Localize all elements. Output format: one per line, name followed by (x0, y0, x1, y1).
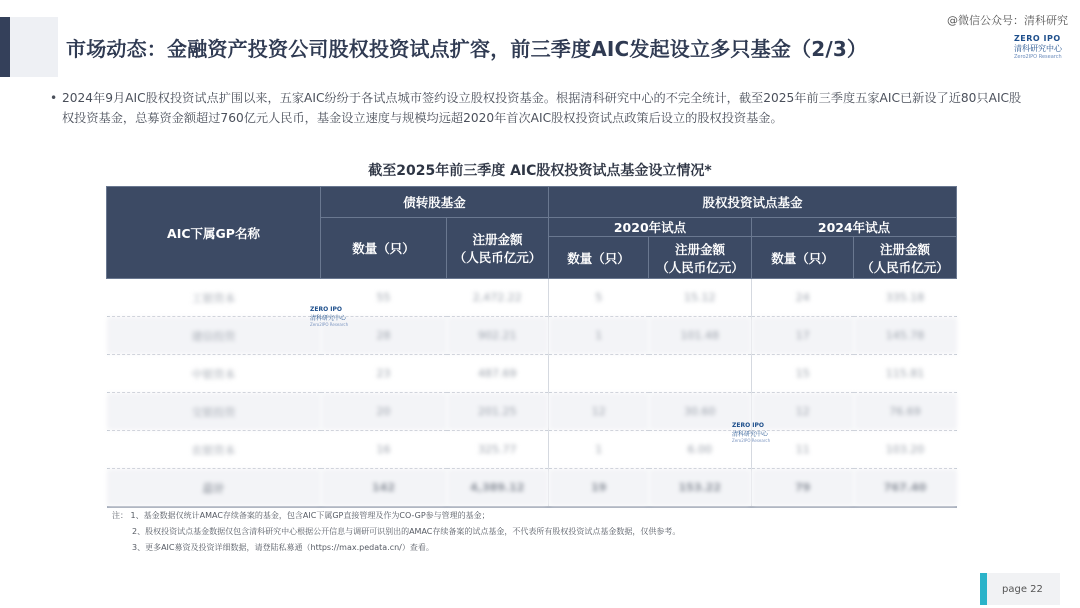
cell-name: 工银资本 (107, 279, 321, 317)
table-row (107, 317, 957, 355)
cell-amount-2024: 76.69 (854, 393, 957, 431)
header-amount-debt (447, 218, 549, 279)
cell-count-2024: 11 (752, 431, 854, 469)
cell-amount-2024: 767.40 (854, 469, 957, 508)
cell-amount-2020: 101.48 (649, 317, 752, 355)
header-count-2024: 数量（只） (752, 237, 854, 279)
cell-amount-2020: 153.22 (649, 469, 752, 508)
cell-amount-debt: 201.25 (447, 393, 549, 431)
cell-count-debt: 28 (321, 317, 447, 355)
note-label: 注： (112, 511, 128, 520)
note-1-text: 1、基金数据仅统计AMAC存续备案的基金，包含AIC下属GP直接管理及作为CO-GP参与管理的基金； (130, 511, 490, 520)
cell-name: 农银资本 (107, 431, 321, 469)
cell-count-2020: 12 (549, 393, 649, 431)
cell-count-2020: 1 (549, 431, 649, 469)
header-pilot-2024: 2024年试点 (752, 218, 957, 237)
header-amount-debt-l1: 注册金额 (472, 232, 523, 247)
header-amount-2024 (854, 237, 957, 279)
logo-line3: Zero2IPO Research (1014, 54, 1062, 60)
cell-amount-2020: 15.12 (649, 279, 752, 317)
zero2ipo-logo (1014, 34, 1064, 64)
page-number: page 22 (1002, 584, 1043, 595)
cell-count-2024: 17 (752, 317, 854, 355)
header-debt-fund: 债转股基金 (321, 187, 549, 218)
header-count-debt: 数量（只） (321, 218, 447, 279)
table-row (107, 355, 957, 393)
cell-amount-2024: 103.20 (854, 431, 957, 469)
cell-count-2020: 5 (549, 279, 649, 317)
cell-name: 中银资本 (107, 355, 321, 393)
title-accent-bar (0, 17, 10, 77)
footnotes (112, 508, 680, 556)
cell-count-2020 (549, 355, 649, 393)
cell-count-debt: 55 (321, 279, 447, 317)
note-2: 2、股权投资试点基金数据仅包含清科研究中心根据公开信息与调研可识别出的AMAC存续备案的试点基金，不代表所有股权投资试点基金数据，仅供参考。 (132, 527, 681, 536)
cell-amount-2024: 115.81 (854, 355, 957, 393)
wm-logo-line1: ZERO IPO (310, 306, 342, 313)
cell-name: 建信投资 (107, 317, 321, 355)
bullet-marker: • (50, 91, 58, 105)
header-amount-2020-l1: 注册金额 (675, 241, 726, 257)
cell-name: 总计 (107, 469, 321, 508)
cell-amount-debt: 902.21 (447, 317, 549, 355)
bullet-paragraph (50, 88, 1022, 128)
cell-count-debt: 142 (321, 469, 447, 508)
table-row (107, 393, 957, 431)
cell-count-2024: 12 (752, 393, 854, 431)
header-pilot-2020: 2020年试点 (549, 218, 752, 237)
wm-logo-line1: ZERO IPO (732, 422, 764, 429)
cell-count-2024: 24 (752, 279, 854, 317)
cell-count-debt: 20 (321, 393, 447, 431)
cell-amount-debt: 325.77 (447, 431, 549, 469)
cell-count-debt: 23 (321, 355, 447, 393)
logo-line2: 清科研究中心 (1014, 44, 1062, 53)
fund-table (106, 186, 957, 508)
cell-amount-2020 (649, 355, 752, 393)
cell-count-2024: 79 (752, 469, 854, 508)
wm-logo-line3: Zero2IPO Research (732, 438, 771, 443)
table-row (107, 431, 957, 469)
cell-count-debt: 16 (321, 431, 447, 469)
cell-amount-2024: 145.78 (854, 317, 957, 355)
cell-amount-debt: 487.69 (447, 355, 549, 393)
table-row (107, 279, 957, 317)
wm-logo-line2: 清科研究中心 (732, 431, 769, 438)
cell-amount-2024: 335.18 (854, 279, 957, 317)
header-amount-2020-l2: （人民币亿元） (656, 259, 744, 275)
cell-count-2020: 1 (549, 317, 649, 355)
table-watermark-logo (310, 306, 350, 327)
bullet-text: 2024年9月AIC股权投资试点扩围以来，五家AIC纷纷于各试点城市签约设立股权投资基金。根据清科研究中心的不完全统计，截至2025年前三季度五家AIC已新设了近80只AIC股权投资基金，总募资金额超过760亿元人民币，基金设立速度与规模均远超2020年首次AIC股权投资试点政策后设立的股权投资基金。 (62, 91, 1022, 125)
header-count-2020: 数量（只） (549, 237, 649, 279)
wm-logo-line2: 清科研究中心 (310, 315, 347, 322)
header-amount-2024-l1: 注册金额 (880, 241, 931, 257)
cell-amount-2020: 30.60 (649, 393, 752, 431)
page-title: 市场动态：金融资产投资公司股权投资试点扩容，前三季度AIC发起设立多只基金（2/3） (66, 37, 868, 61)
cell-count-2024: 15 (752, 355, 854, 393)
header-amount-debt-l2: （人民币亿元） (453, 250, 542, 265)
header-amount-2020 (649, 237, 752, 279)
cell-amount-debt: 2,472.22 (447, 279, 549, 317)
cell-count-2020: 19 (549, 469, 649, 508)
cell-amount-debt: 4,389.12 (447, 469, 549, 508)
cell-name: 交银投资 (107, 393, 321, 431)
header-gp: AIC下属GP名称 (107, 187, 321, 279)
table-row-total (107, 469, 957, 508)
logo-line1: ZERO IPO (1014, 34, 1061, 43)
note-3: 3、更多AIC募资及投资详细数据，请登陆私募通（https://max.pedata.cn/）查看。 (132, 543, 434, 552)
cell-amount-2020: 6.00 (649, 431, 752, 469)
header-equity-fund: 股权投资试点基金 (549, 187, 957, 218)
note-1 (112, 508, 680, 524)
wm-logo-line3: Zero2IPO Research (310, 322, 349, 327)
page-number-accent (980, 573, 987, 605)
title-accent-light (10, 17, 58, 77)
watermark-text: @微信公众号：清科研究 (947, 14, 1068, 27)
table-title: 截至2025年前三季度 AIC股权投资试点基金设立情况* (368, 163, 712, 179)
table-watermark-logo (732, 422, 772, 443)
header-amount-2024-l2: （人民币亿元） (861, 259, 949, 275)
